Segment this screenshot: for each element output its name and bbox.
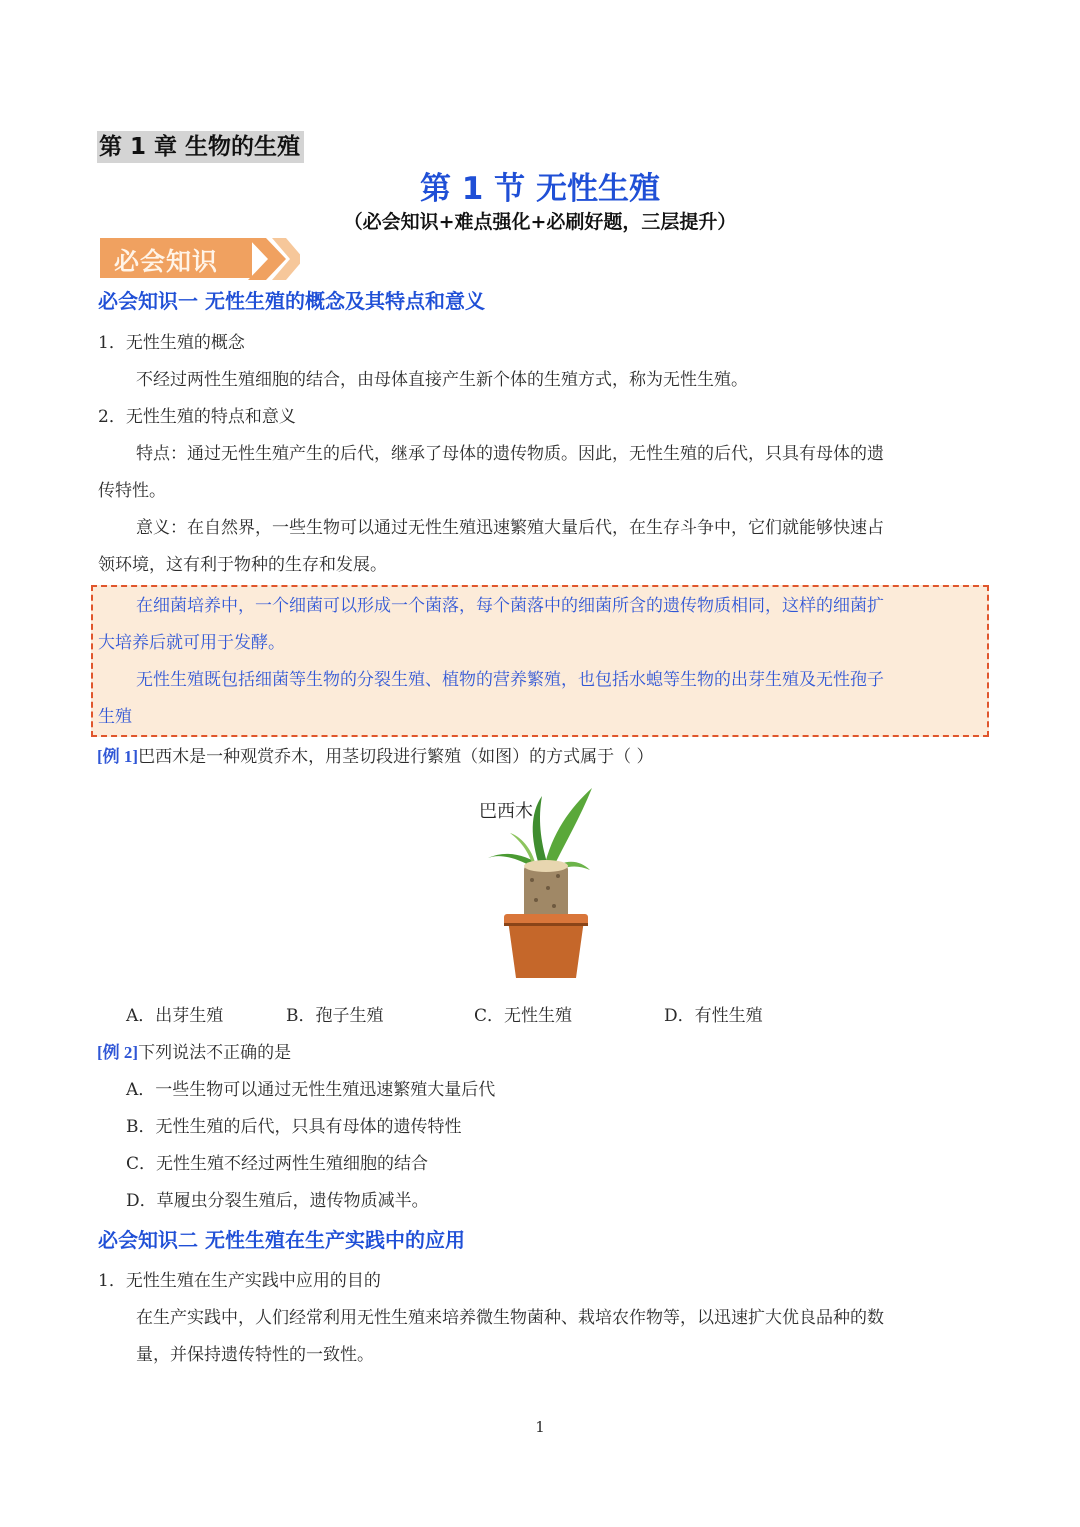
- callout-line3: 无性生殖既包括细菌等生物的分裂生殖、植物的营养繁殖，也包括水螅等生物的出芽生殖及无性孢子: [136, 670, 884, 690]
- k1-item1-body: 不经过两性生殖细胞的结合，由母体直接产生新个体的生殖方式，称为无性生殖。: [136, 370, 748, 390]
- k1-meaning-line2: 领环境，这有利于物种的生存和发展。: [98, 555, 387, 575]
- k2-body-line1: 在生产实践中，人们经常利用无性生殖来培养微生物菌种、栽培农作物等，以迅速扩大优良品种的数: [136, 1308, 884, 1328]
- k1-meaning-line1: 意义：在自然界，一些生物可以通过无性生殖迅速繁殖大量后代，在生存斗争中，它们就能够快速占: [136, 518, 884, 538]
- figure-label: 巴西木: [479, 801, 533, 822]
- subtitle: （必会知识+难点强化+必刷好题，三层提升）: [343, 211, 737, 233]
- callout-line4: 生殖: [98, 707, 132, 727]
- example1-question-row: [97, 742, 653, 767]
- knowledge1-heading: 必会知识一 无性生殖的概念及其特点和意义: [98, 289, 485, 313]
- banner-text: 必会知识: [114, 247, 219, 276]
- knowledge2-heading: 必会知识二 无性生殖在生产实践中的应用: [98, 1228, 465, 1252]
- page-number: 1: [535, 1418, 545, 1436]
- callout-line1: 在细菌培养中，一个细菌可以形成一个菌落，每个菌落中的细菌所含的遗传物质相同，这样的细菌扩: [136, 596, 884, 616]
- example2-question: 下列说法不正确的是: [138, 1043, 292, 1063]
- example2-question-row: [97, 1038, 291, 1063]
- k1-item2-title: 2．无性生殖的特点和意义: [98, 407, 296, 427]
- chapter-title: 第 1 章 生物的生殖: [97, 131, 304, 163]
- example1-option-c: C．无性生殖: [474, 1006, 573, 1026]
- k1-feature-line1: 特点：通过无性生殖产生的后代，继承了母体的遗传物质。因此，无性生殖的后代，只具有母体的遗: [136, 444, 884, 464]
- k2-body-line2: 量，并保持遗传特性的一致性。: [136, 1345, 374, 1365]
- example2-option-b: B．无性生殖的后代，只具有母体的遗传特性: [126, 1117, 462, 1137]
- k1-item1-title: 1．无性生殖的概念: [98, 333, 245, 353]
- example2-option-a: A．一些生物可以通过无性生殖迅速繁殖大量后代: [126, 1080, 496, 1100]
- example1-option-b: B．孢子生殖: [286, 1006, 384, 1026]
- section-title: 第 1 节 无性生殖: [420, 171, 660, 207]
- chevron-arrows-icon: [100, 238, 300, 280]
- example2-option-c: C．无性生殖不经过两性生殖细胞的结合: [126, 1154, 429, 1174]
- k2-item1-title: 1．无性生殖在生产实践中应用的目的: [98, 1271, 381, 1291]
- callout-line2: 大培养后就可用于发酵。: [98, 633, 285, 653]
- example2-tag: [例 2]: [97, 1043, 139, 1062]
- example1-question: 巴西木是一种观赏乔木，用茎切段进行繁殖（如图）的方式属于（ ）: [138, 747, 654, 767]
- example1-option-a: A．出芽生殖: [126, 1006, 224, 1026]
- must-know-banner: [100, 238, 300, 280]
- example1-tag: [例 1]: [97, 747, 139, 766]
- example2-option-d: D．草履虫分裂生殖后，遗传物质减半。: [126, 1191, 429, 1211]
- k1-feature-line2: 传特性。: [98, 481, 166, 501]
- example1-option-d: D．有性生殖: [664, 1006, 763, 1026]
